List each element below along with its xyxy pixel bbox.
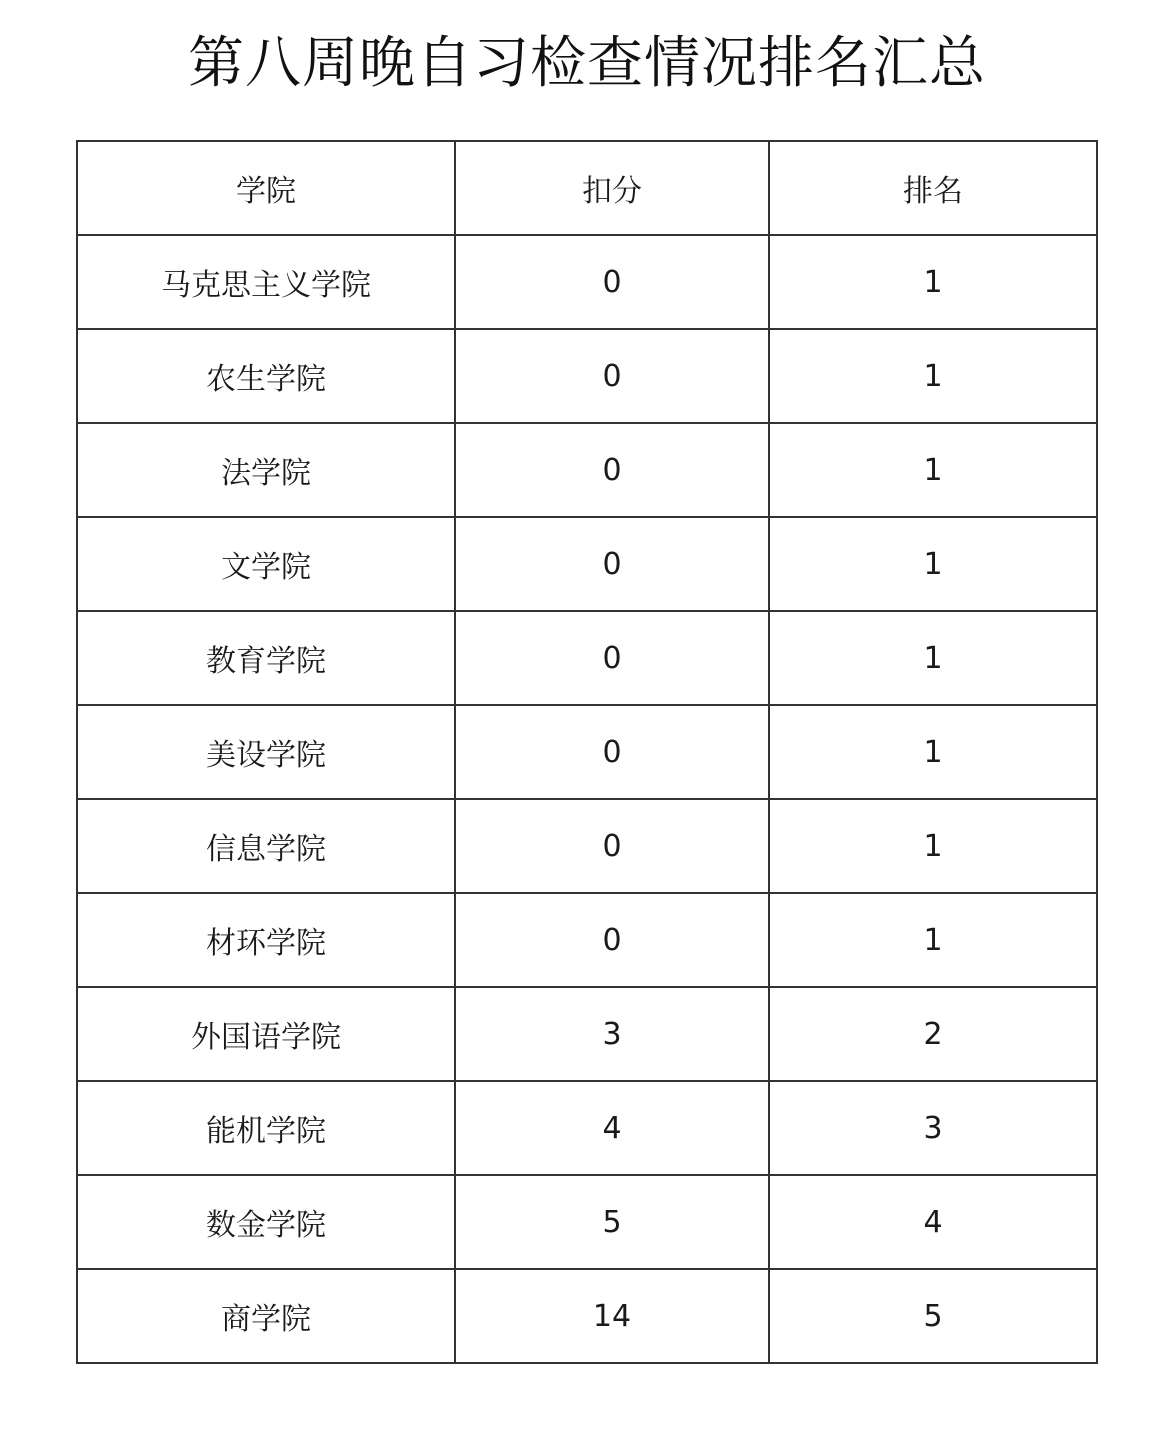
- cell-rank: 1: [769, 235, 1097, 329]
- cell-deduction: 0: [455, 235, 769, 329]
- cell-college: 农生学院: [77, 329, 455, 423]
- table-row: [77, 987, 1097, 1081]
- cell-college: 文学院: [77, 517, 455, 611]
- table-row: [77, 1081, 1097, 1175]
- header-college: 学院: [77, 141, 455, 235]
- cell-college: 能机学院: [77, 1081, 455, 1175]
- cell-college: 马克思主义学院: [77, 235, 455, 329]
- header-deduction: 扣分: [455, 141, 769, 235]
- table-row: [77, 799, 1097, 893]
- cell-deduction: 0: [455, 611, 769, 705]
- cell-deduction: 0: [455, 893, 769, 987]
- cell-deduction: 14: [455, 1269, 769, 1363]
- cell-deduction: 0: [455, 799, 769, 893]
- table-row: [77, 1269, 1097, 1363]
- cell-deduction: 0: [455, 329, 769, 423]
- cell-rank: 3: [769, 1081, 1097, 1175]
- table-row: [77, 235, 1097, 329]
- cell-rank: 1: [769, 799, 1097, 893]
- cell-rank: 1: [769, 329, 1097, 423]
- cell-rank: 4: [769, 1175, 1097, 1269]
- ranking-table: [76, 140, 1098, 1364]
- cell-college: 信息学院: [77, 799, 455, 893]
- cell-rank: 1: [769, 611, 1097, 705]
- cell-deduction: 4: [455, 1081, 769, 1175]
- cell-rank: 1: [769, 705, 1097, 799]
- cell-deduction: 0: [455, 423, 769, 517]
- header-rank: 排名: [769, 141, 1097, 235]
- cell-deduction: 0: [455, 705, 769, 799]
- cell-college: 外国语学院: [77, 987, 455, 1081]
- table-row: [77, 517, 1097, 611]
- cell-deduction: 3: [455, 987, 769, 1081]
- table-row: [77, 329, 1097, 423]
- table-row: [77, 423, 1097, 517]
- cell-deduction: 5: [455, 1175, 769, 1269]
- cell-rank: 1: [769, 517, 1097, 611]
- table-row: [77, 611, 1097, 705]
- cell-college: 商学院: [77, 1269, 455, 1363]
- cell-college: 美设学院: [77, 705, 455, 799]
- cell-college: 教育学院: [77, 611, 455, 705]
- cell-rank: 1: [769, 893, 1097, 987]
- cell-deduction: 0: [455, 517, 769, 611]
- cell-college: 数金学院: [77, 1175, 455, 1269]
- table-row: [77, 893, 1097, 987]
- table-row: [77, 705, 1097, 799]
- cell-college: 材环学院: [77, 893, 455, 987]
- table-row: [77, 1175, 1097, 1269]
- table-header-row: [77, 141, 1097, 235]
- cell-rank: 5: [769, 1269, 1097, 1363]
- cell-college: 法学院: [77, 423, 455, 517]
- ranking-table-container: [76, 140, 1096, 1364]
- cell-rank: 1: [769, 423, 1097, 517]
- cell-rank: 2: [769, 987, 1097, 1081]
- page-title: 第八周晚自习检查情况排名汇总: [188, 31, 986, 96]
